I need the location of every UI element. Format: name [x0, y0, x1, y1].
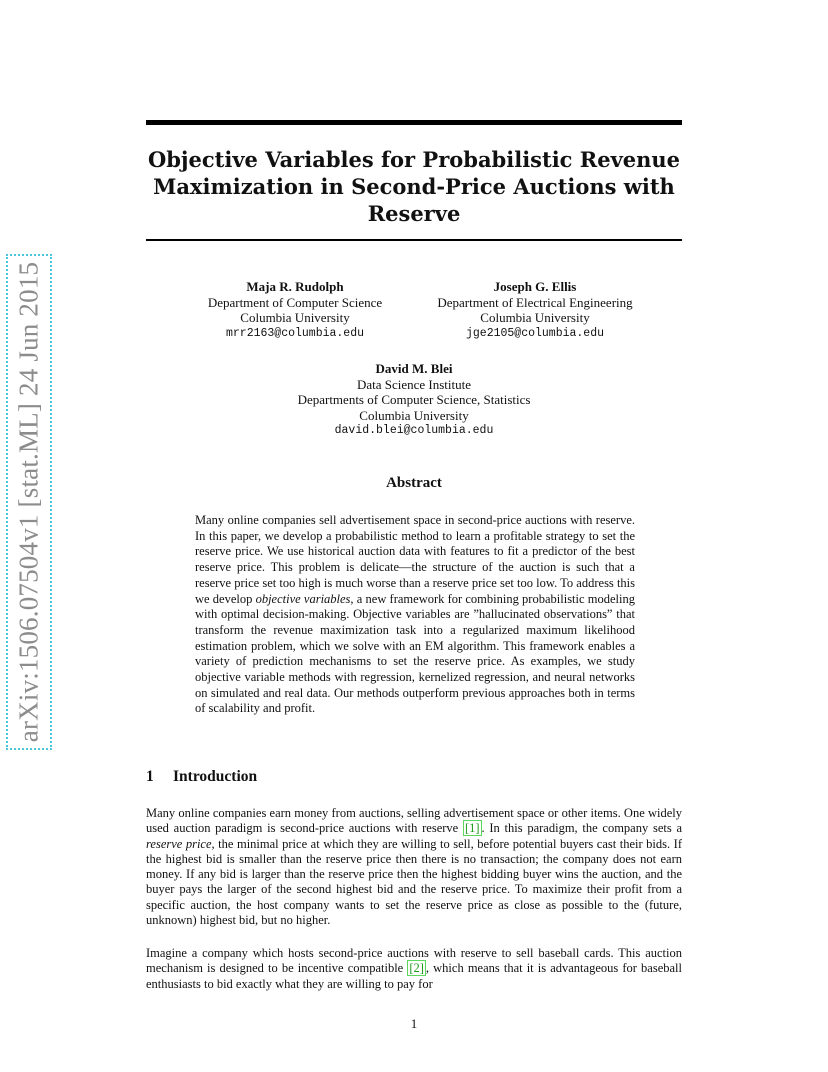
section-heading	[146, 768, 682, 786]
citation-link[interactable]: [1]	[464, 821, 480, 836]
author-institution: Columbia University	[240, 310, 350, 325]
arxiv-stamp	[6, 254, 52, 750]
page-number: 1	[410, 1016, 418, 1031]
paper-title: Objective Variables for Probabilistic Revenue Maximization in Second-Price Auctions with Reserve	[147, 147, 681, 226]
intro-text: Many online companies earn money from auctions, selling advertisement space or other items. One widely used auction paradigm is second-price auctions with reserve	[146, 806, 682, 836]
section-title: Introduction	[173, 768, 258, 785]
citation-link[interactable]: [2]	[409, 961, 424, 976]
intro-paragraph-1	[146, 806, 682, 928]
author-institution: Columbia University	[359, 407, 469, 423]
section-number: 1	[146, 768, 154, 785]
abstract-heading: Abstract	[386, 475, 442, 491]
author-email: jge2105@columbia.edu	[465, 326, 605, 340]
intro-paragraph-2	[146, 946, 682, 992]
intro-text: , the minimal price at which they are willing to sell, before potential buyers cast their bids. If the highest bid is smaller than the reserve price then there is no transaction; the company does not earn money. If any bid is larger than the reserve price then the highest bidding buyer wins the auction, and the buyer pays the larger of the second highest bid and the reserve price. To maximize their profit from a specific auction, the host company wants to set the reserve price as close as possible to the (future, unknown) highest bid, but no higher.	[146, 836, 682, 928]
author-affiliation: Department of Computer Science	[207, 294, 383, 310]
author-name: Joseph G. Ellis	[493, 279, 577, 294]
author-email: david.blei@columbia.edu	[334, 424, 494, 437]
author-affiliation: Department of Electrical Engineering	[437, 294, 633, 310]
author-block-1	[176, 279, 414, 341]
author-institution: Columbia University	[480, 310, 590, 325]
author-block-3	[264, 361, 564, 439]
author-email: mrr2163@columbia.edu	[225, 326, 365, 340]
abstract-emphasis: objective variables	[255, 591, 351, 606]
title-rule-top	[146, 120, 682, 125]
author-block-2	[410, 279, 660, 341]
intro-text: . In this paradigm, the company sets a	[481, 821, 682, 836]
title-rule-bottom	[146, 239, 682, 241]
abstract-text: Many online companies sell advertisement space in second-price auctions with reserve. In this paper, we develop a probabilistic method to learn a profitable strategy to set the reserve price. We use historical auction data with features to fit a predictor of the best reserve price. This problem is delicate—the structure of the auction is such that a reserve price set too high is much worse than a reserve price set too low. To address this we develop	[195, 513, 635, 606]
intro-text: , which means that it is advantageous for baseball enthusiasts to bid exactly what they are willing to pay for	[146, 961, 682, 991]
author-name: David M. Blei	[375, 361, 453, 376]
author-name: Maja R. Rudolph	[246, 279, 344, 294]
intro-emphasis: reserve price	[146, 836, 212, 851]
intro-text: Imagine a company which hosts second-price auctions with reserve to sell baseball cards. This auction mechanism is designed to be incentive compatible	[146, 946, 682, 976]
author-affiliation-secondary: Departments of Computer Science, Statistics	[297, 392, 531, 407]
author-affiliation: Data Science Institute	[356, 376, 472, 392]
abstract-text: , a new framework for combining probabilistic modeling with optimal decision-making. Objective variables are ”hallucinated observations” that transform the revenue maximization task into a regularized maximum likelihood estimation problem, which we solve with an EM algorithm. This framework enables a variety of prediction mechanisms to set the reserve price. As examples, we study objective variable methods with regression, kernelized regression, and neural networks on simulated and real data. Our methods outperform previous approaches both in terms of scalability and profit.	[195, 591, 635, 716]
abstract-body	[195, 513, 635, 717]
arxiv-identifier: arXiv:1506.07504v1 [stat.ML] 24 Jun 2015	[13, 261, 44, 743]
